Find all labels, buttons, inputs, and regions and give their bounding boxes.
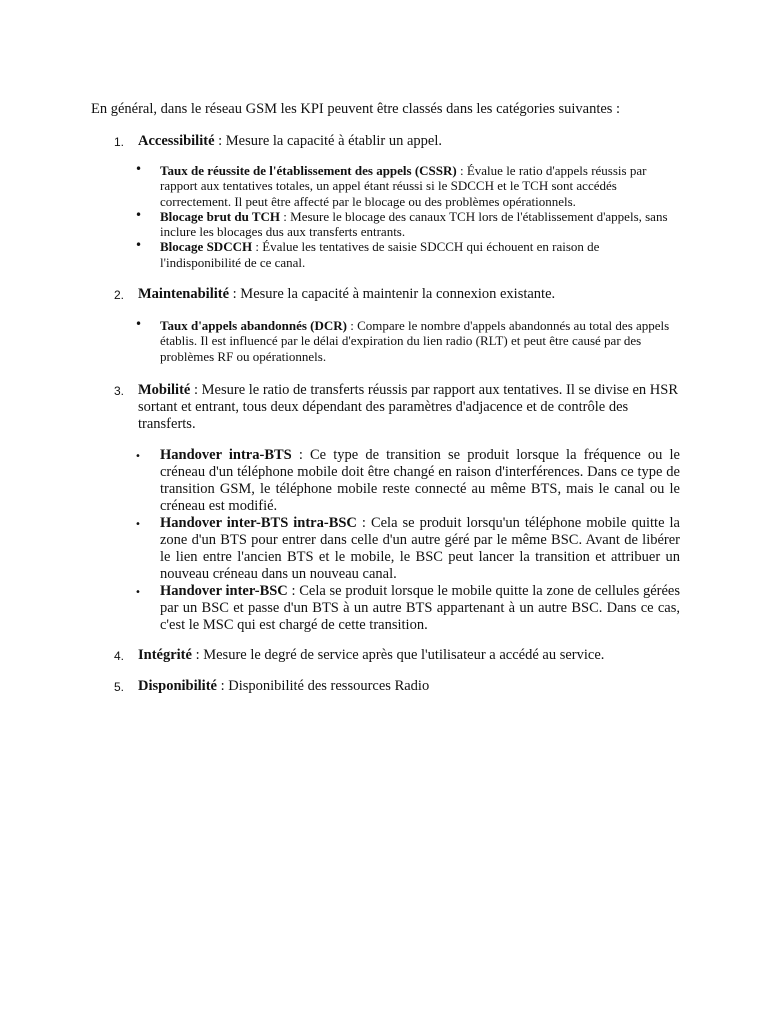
bullet-text: : Évalue le ratio d'appels réussis par rapport aux tentatives totales, un appel étant réussi si le SDCCH et le TCH sont accédés correctement. Il peut être affecté par le blocage ou des problèmes opérationnels. bbox=[160, 163, 647, 209]
list-item-maintenabilite bbox=[114, 286, 684, 303]
section-text: : Mesure le ratio de transferts réussis par rapport aux tentatives. Il se divise en HSR sortant et entrant, tous deux dépendant des paramètres d'adjacence et de contrôle des transferts. bbox=[138, 382, 678, 432]
list-item-integrite bbox=[114, 647, 684, 664]
bullet-title: Handover inter-BSC bbox=[160, 583, 288, 599]
bullet-text: : Ce type de transition se produit lorsque la fréquence ou le créneau d'un téléphone mobile doit être changé en raison d'interférences. Dans ce type de transition GSM, le téléphone mobile reste connecté au même BTS, mais le canal ou le créneau est modifié. bbox=[160, 447, 680, 514]
bullet-icon: • bbox=[135, 587, 141, 598]
list-item-accessibilite bbox=[114, 133, 684, 150]
bullet-icon: • bbox=[135, 317, 143, 331]
list-number: 3. bbox=[114, 384, 125, 398]
bullet-text: : Compare le nombre d'appels abandonnés au total des appels établis. Il est influencé par le délai d'expiration du lien radio (RLT) et peut être causé par des problèmes RF ou opérationnels. bbox=[160, 318, 670, 364]
list-number: 1. bbox=[114, 135, 125, 149]
bullet-title: Handover inter-BTS intra-BSC bbox=[160, 515, 357, 531]
bullet-list-maintenabilite bbox=[135, 318, 680, 364]
list-item bbox=[135, 163, 680, 209]
list-item bbox=[135, 239, 680, 270]
list-item-disponibilite bbox=[114, 678, 684, 695]
bullet-title: Handover intra-BTS bbox=[160, 447, 292, 463]
bullet-list-accessibilite bbox=[135, 163, 680, 270]
bullet-text: : Évalue les tentatives de saisie SDCCH qui échouent en raison de l'indisponibilité de ce canal. bbox=[160, 239, 600, 270]
list-item bbox=[135, 583, 680, 634]
bullet-title: Blocage SDCCH bbox=[160, 239, 253, 255]
bullet-icon: • bbox=[135, 207, 143, 222]
list-number: 5. bbox=[114, 680, 125, 694]
bullet-title: Taux de réussite de l'établissement des appels (CSSR) bbox=[160, 163, 457, 178]
bullet-text: : Cela se produit lorsqu'un téléphone mobile quitte la zone d'un BTS pour entrer dans celle d'un autre géré par le même BSC. Avant de libérer le lien entre l'ancien BTS et le mobile, le BSC peut lancer la transition et attribuer un nouveau créneau dans un nouveau canal. bbox=[160, 515, 680, 582]
intro-paragraph: En général, dans le réseau GSM les KPI peuvent être classés dans les catégories suivantes : bbox=[91, 101, 621, 117]
section-title: Maintenabilité bbox=[138, 286, 230, 302]
bullet-icon: • bbox=[135, 451, 141, 462]
section-title: Disponibilité bbox=[138, 678, 217, 694]
list-number: 4. bbox=[114, 649, 125, 663]
bullet-icon: • bbox=[135, 162, 143, 176]
bullet-title: Taux d'appels abandonnés (DCR) bbox=[160, 318, 348, 333]
bullet-list-mobilite bbox=[135, 447, 680, 634]
section-title: Intégrité bbox=[138, 647, 192, 663]
list-item bbox=[135, 515, 680, 583]
section-title: Mobilité bbox=[138, 382, 191, 398]
bullet-icon: • bbox=[135, 238, 143, 253]
bullet-text: : Mesure le blocage des canaux TCH lors de l'établissement d'appels, sans inclure les blocages dus aux transferts entrants. bbox=[160, 208, 668, 240]
list-item bbox=[135, 318, 680, 364]
bullet-icon: • bbox=[135, 519, 141, 530]
list-item-mobilite bbox=[114, 382, 684, 433]
bullet-text: : Cela se produit lorsque le mobile quitte la zone de cellules gérées par un BSC et passe d'un BTS à un autre BTS appartenant à un autre BSC. Dans ce cas, c'est le MSC qui est chargé de cette transition. bbox=[160, 583, 680, 633]
bullet-title: Blocage brut du TCH bbox=[160, 208, 281, 224]
list-number: 2. bbox=[114, 288, 125, 302]
section-text: : Mesure la capacité à maintenir la connexion existante. bbox=[229, 286, 556, 302]
list-item bbox=[135, 209, 680, 240]
section-text: : Mesure le degré de service après que l'utilisateur a accédé au service. bbox=[191, 647, 605, 663]
section-text: : Mesure la capacité à établir un appel. bbox=[214, 133, 442, 149]
list-item bbox=[135, 447, 680, 515]
section-text: : Disponibilité des ressources Radio bbox=[216, 678, 430, 694]
section-title: Accessibilité bbox=[138, 133, 215, 149]
